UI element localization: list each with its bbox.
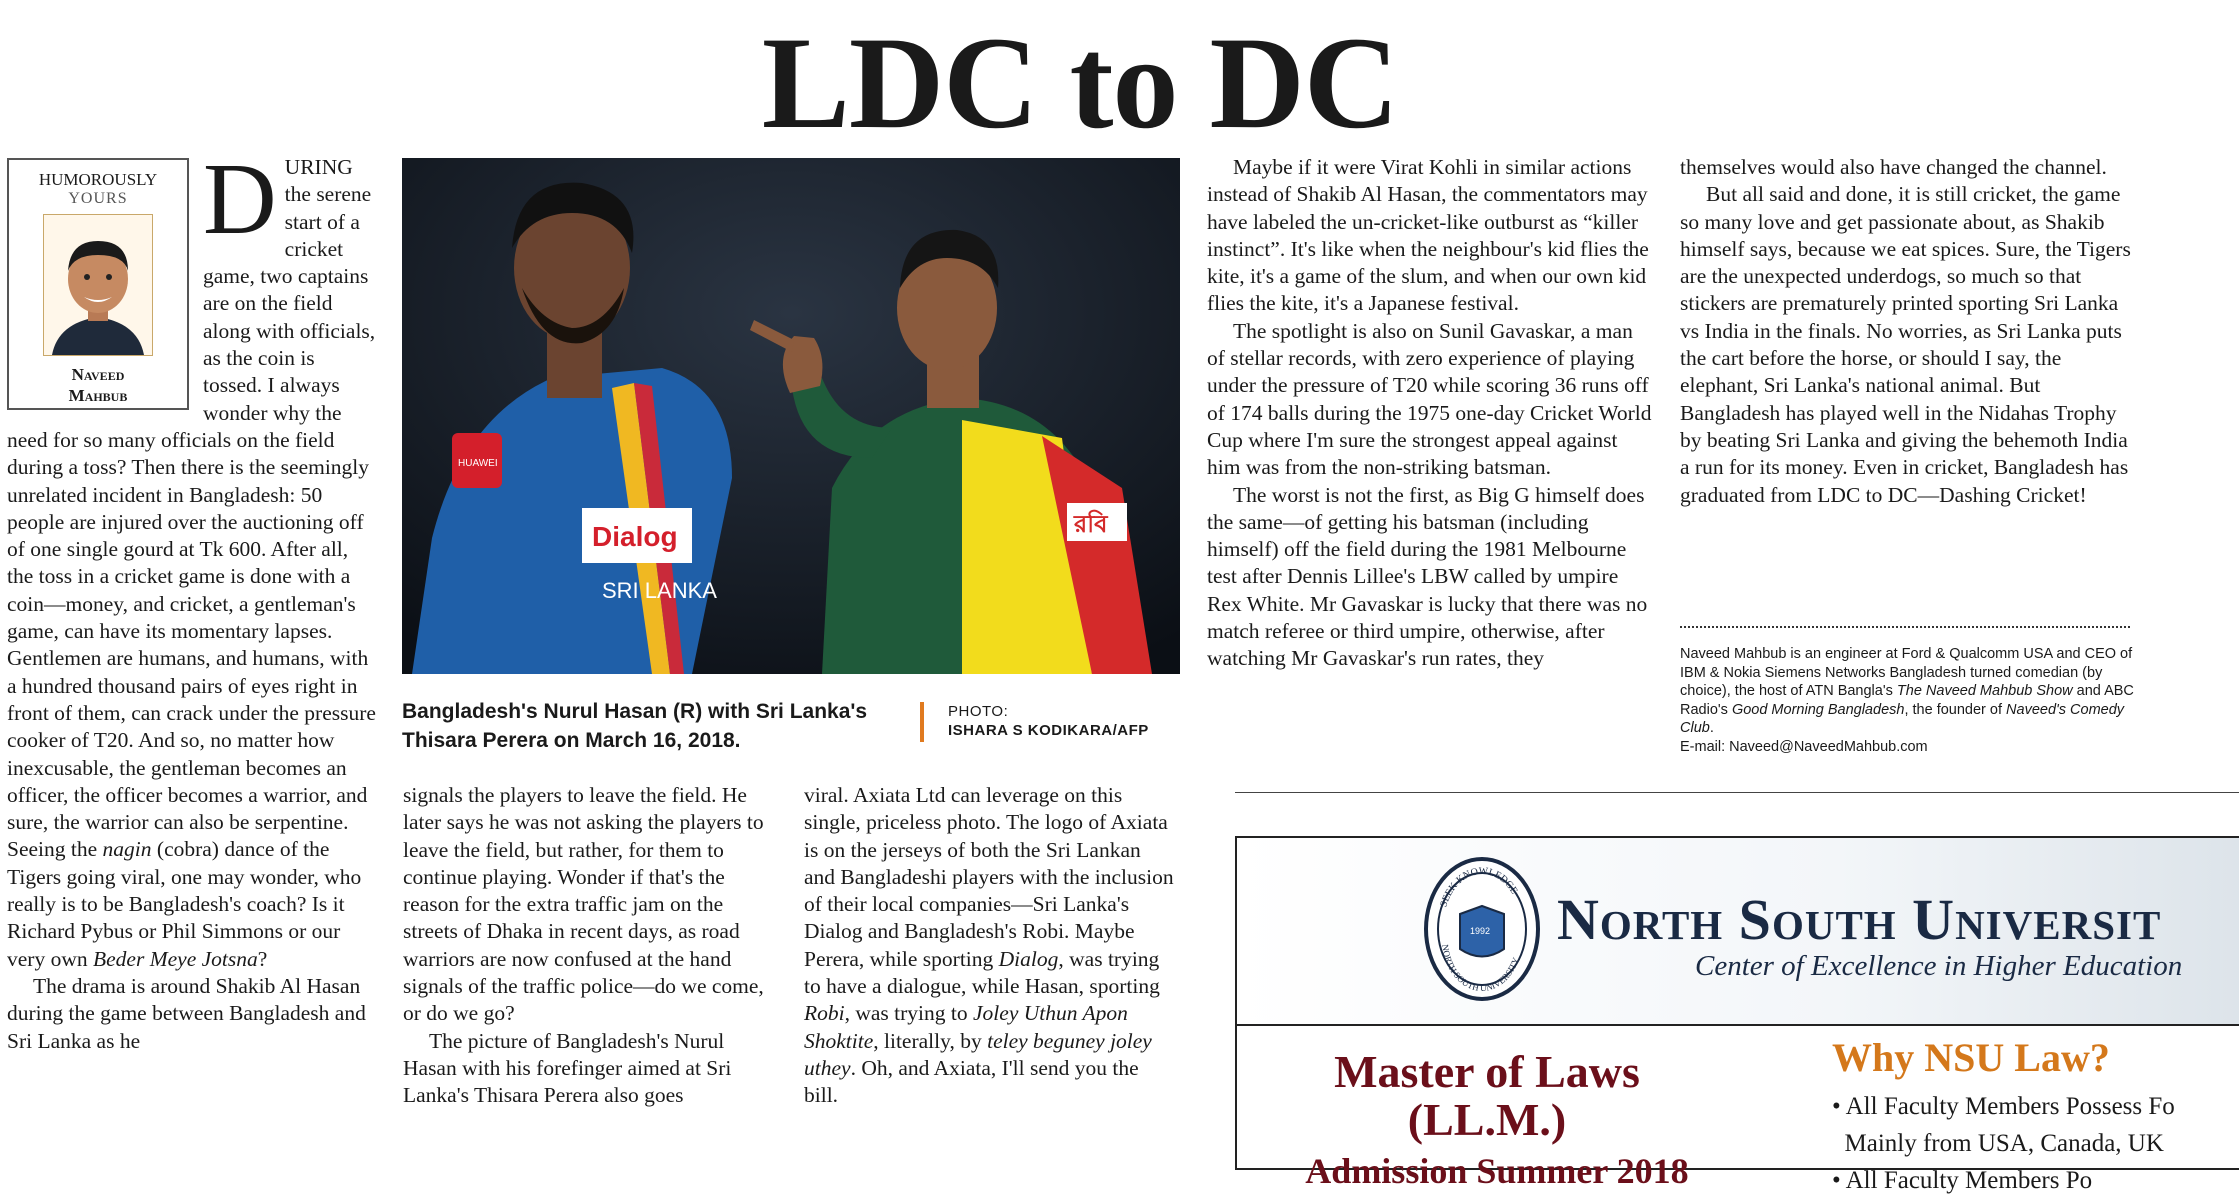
author-bio (1680, 645, 2150, 757)
bio-text-b: and ABC Radio's (1680, 683, 2134, 718)
column-tag-line1: HUMOROUSLY (38, 170, 158, 189)
why-nsu-title: Why NSU Law? (1832, 1035, 2110, 1080)
article-paragraph: The drama is around Shakib Al Hasan during the game between Bangladesh and Sri Lanka as he (7, 973, 366, 1053)
lead-text-mid: (cobra) dance of the Tigers going viral, one may wonder, who really is to be Bangladesh's coach? Is it Richard Pybus or Phil Simmons or our very own (7, 837, 362, 971)
col3-italic-song: Joley Uthun Apon Shoktite (804, 1001, 1128, 1053)
bio-club-name: Naveed's Comedy Club (1680, 701, 2125, 737)
byline-spacer (7, 154, 203, 412)
seal-bottom-text: NORTH SOUTH UNIVERSITY (1440, 943, 1521, 994)
jersey-left-sponsor: Dialog (592, 521, 678, 552)
author-first-name: Naveed (71, 365, 125, 384)
jersey-left-country: SRI LANKA (602, 578, 717, 603)
column-tag-line2: YOURS (68, 190, 128, 207)
lead-text: URING the serene start of a cricket game, two captains are on the field along with officials, as the coin is tossed. I always wonder why the need for so many officials on the field during a toss? Then there is the seemingly unrelated incident in Bangladesh: 50 people are injured over the auctioning off of one single gourd at Tk 600. After all, the toss in a cricket game is done with a coin—money, and cricket, a gentleman's game, can have its momentary lapses. Gentlemen are humans, and humans, with a hundred thousand pairs of eyes right in front of them, can crack under the pressure cooker of T20. And so, no matter how inexcusable, the gentleman becomes an officer, the officer becomes a warrior, and sure, the warrior can also be serpentine. Seeing the (7, 155, 376, 862)
nsu-advertisement[interactable] (1235, 836, 2239, 1194)
bio-separator (1680, 626, 2130, 628)
bio-radio-name: Good Morning Bangladesh (1731, 701, 1905, 718)
photo-credit-label: PHOTO: (948, 703, 1009, 720)
article-paragraph: signals the players to leave the field. He later says he was not asking the players to leave the field, but rather, for them to continue playing. Wonder if that's the reason for the extra traffic jam on the streets of Dhaka in recent days, as road warriors are now confused at the hand signals of the traffic police—do we come, or do we go? (403, 783, 764, 1026)
program-subtitle: Admission Summer 2018 (1305, 1151, 1689, 1191)
article-paragraph: The spotlight is also on Sunil Gavaskar, a man of stellar records, with zero experience of playing under the pressure of T20 while scoring 36 runs off of 174 balls during the 1975 one-day Cricket World Cup where I'm sure the strongest appeal against him was from the non-striking batsman. (1207, 318, 1652, 480)
lead-italic-1: nagin (102, 837, 152, 862)
author-email: E-mail: Naveed@NaveedMahbub.com (1680, 738, 1928, 755)
bio-text-a: Naveed Mahbub is an engineer at Ford & Qualcomm USA and CEO of IBM & Nokia Siemens Networks Bangladesh turned comedian (by choice), the host of ATN Bangla's (1680, 646, 2133, 700)
why-nsu-list (1832, 1088, 2175, 1199)
col3-italic-phrase: teley beguney joley uthey (804, 1028, 1152, 1080)
article-paragraph: The worst is not the first, as Big G himself does the same—of getting his batsman (including himself) off the field during the 1981 Melbourne test after Dennis Lillee's LBW called by umpire Rex White. Mr Gavaskar is lucky that there was no match referee or third umpire, otherwise, after watching Mr Gavaskar's run rates, they (1207, 482, 1648, 671)
lead-text-end: ? (257, 946, 268, 971)
col3-text-b: , was trying to have a dialogue, while Hasan, sporting (804, 946, 1160, 999)
credit-divider (920, 702, 924, 742)
ad-header (1237, 838, 2239, 1026)
section-rule (1235, 792, 2239, 793)
seal-year: 1992 (1470, 926, 1491, 936)
bio-text-c: , the founder of (1904, 701, 2007, 718)
seal-text: SEEK KNOWLEDGE (1438, 865, 1520, 909)
university-tagline: Center of Excellence in Higher Education (1695, 950, 2183, 982)
col3-text-d: , literally, by (873, 1028, 988, 1053)
article-column-5 (1680, 154, 2140, 509)
col3-text-e: . Oh, and Axiata, I'll send you the bill. (804, 1055, 1139, 1108)
article-column-3 (804, 782, 1174, 1110)
article-paragraph (804, 782, 1174, 1110)
headline: LDC to DC (761, 9, 1399, 156)
why-nsu-bullet: Mainly from USA, Canada, UK (1832, 1130, 2164, 1157)
col3-italic-dialog: Dialog (998, 946, 1059, 971)
program-title-line1: Master of Laws (1334, 1046, 1640, 1097)
university-seal-icon (1422, 854, 1542, 1004)
why-nsu-bullet: • All Faculty Members Possess Fo (1832, 1093, 2175, 1120)
col3-text-c: , was trying to (844, 1001, 974, 1026)
university-name: North South Universit (1557, 887, 2162, 952)
article-column-4 (1207, 154, 1652, 673)
news-photo-drawing (402, 158, 1180, 674)
col3-italic-robi: Robi (804, 1001, 845, 1026)
why-nsu-bullet: • All Faculty Members Po (1832, 1167, 2093, 1194)
news-photo (402, 158, 1180, 674)
lead-italic-2: Beder Meye Jotsna (92, 946, 258, 971)
jersey-right-sponsor: রবি (1074, 510, 1108, 538)
jersey-left-logo: HUAWEI (458, 458, 498, 469)
article-paragraph: But all said and done, it is still cricket, the game so many love and get passionate about, as Shakib himself says, because we eat spices. Sure, the Tigers are the unexpected underdogs, so much so that stickers are prematurely printed sporting Sri Lanka vs India in the finals. No worries, as Sri Lanka puts the cart before the horse, or should I say, the elephant, Sri Lanka's national animal. But Bangladesh has played well in the Nidahas Trophy by beating Sri Lanka and giving the behemoth India a run for its money. Even in cricket, Bangladesh has graduated from LDC to DC—Dashing Cricket! (1680, 182, 2131, 507)
bio-text-d: . (1709, 720, 1714, 737)
bio-show-name: The Naveed Mahbub Show (1896, 683, 2073, 700)
photo-credit (948, 702, 1149, 740)
article-paragraph: Maybe if it were Virat Kohli in similar actions instead of Shakib Al Hasan, the commentators may have labeled the un-cricket-like outburst as “killer instinct”. It's like when the neighbour's kid flies the kite, it's a game of the slum, and when our own kid flies the kite, it's a Japanese festival. (1207, 155, 1649, 316)
article-paragraph: themselves would also have changed the channel. (1680, 155, 2107, 179)
drop-cap: D (203, 143, 277, 256)
photo-credit-name: ISHARA S KODIKARA/AFP (948, 722, 1149, 739)
author-last-name: Mahbub (68, 386, 128, 405)
article-column-1 (7, 143, 379, 1055)
photo-caption: Bangladesh's Nurul Hasan (R) with Sri Lanka's Thisara Perera on March 16, 2018. (402, 700, 868, 752)
article-paragraph: The picture of Bangladesh's Nurul Hasan with his forefinger aimed at Sri Lanka's Thisara Perera also goes (403, 1028, 732, 1108)
article-column-2 (403, 782, 768, 1110)
program-title (1297, 1048, 1677, 1144)
program-title-line2: (LL.M.) (1407, 1094, 1567, 1145)
col3-text-a: viral. Axiata Ltd can leverage on this single, priceless photo. The logo of Axiata is on the jerseys of both the Sri Lankan and Bangladeshi players with the inclusion of their local companies—Sri Lanka's Dialog and Bangladesh's Robi. Maybe Perera, while sporting (804, 783, 1174, 971)
